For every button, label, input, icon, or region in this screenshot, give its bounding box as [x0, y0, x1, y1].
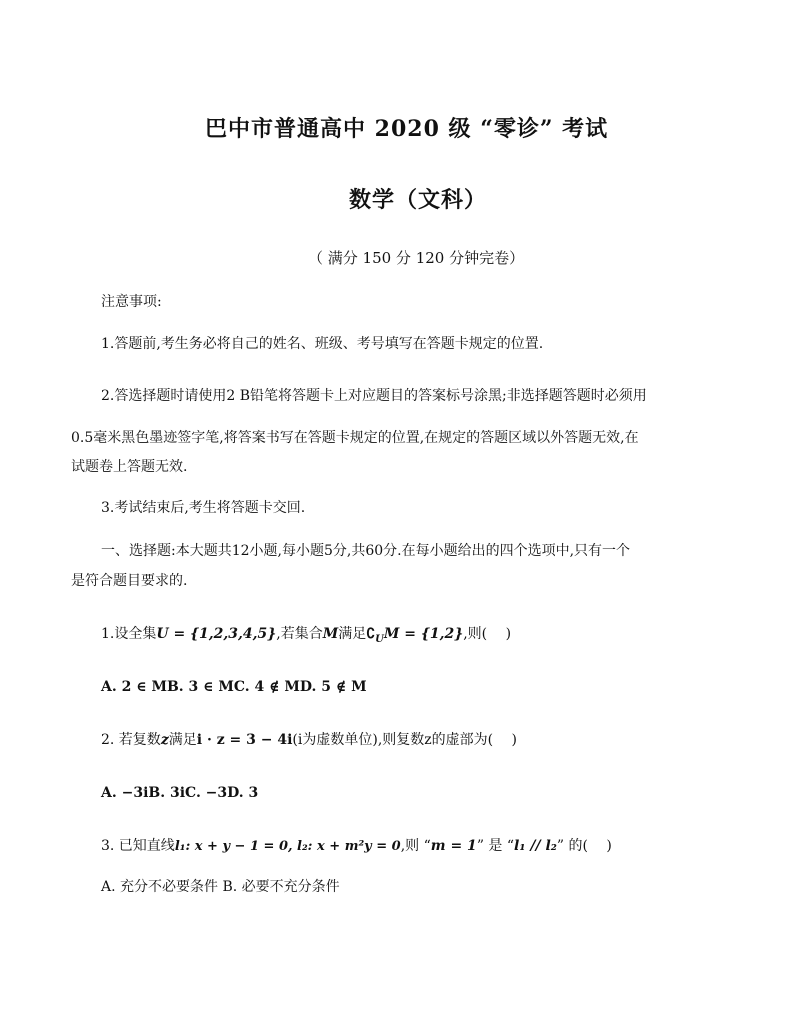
exam-title: 巴中市普通高中 2020 级 “零诊” 考试: [205, 116, 609, 142]
q3-math-parallel: l₁ // l₂: [514, 838, 557, 854]
notes-heading: 注意事项:: [101, 294, 162, 310]
q1-math-complement: ∁: [366, 626, 376, 642]
question-3-stem: [101, 836, 612, 857]
section1-intro-line-2: 是符合题目要求的.: [71, 573, 188, 589]
q2-math-z: z: [160, 732, 169, 748]
q3-text-3: ” 是 “: [476, 838, 515, 854]
exam-subject: 数学（文科）: [349, 187, 488, 213]
q1-math-complement-sub: U: [375, 633, 384, 645]
q2-text-2: 满足: [168, 732, 197, 748]
q3-text-1: 3. 已知直线: [101, 838, 175, 854]
question-2-options: A. −3iB. 3iC. −3D. 3: [101, 785, 259, 801]
q3-math-lines: l₁: x + y − 1 = 0, l₂: x + m²y = 0: [174, 839, 401, 854]
q2-text-1: 2. 若复数: [101, 732, 161, 748]
q1-math-m: M: [322, 626, 339, 642]
note-1: 1.答题前,考生务必将自己的姓名、班级、考号填写在答题卡规定的位置.: [101, 336, 544, 352]
question-2-stem: [101, 730, 517, 750]
q1-text-4: ,则( ): [463, 626, 512, 642]
note-2-line-3: 试题卷上答题无效.: [71, 459, 188, 475]
section1-intro-line-1: 一、选择题:本大题共12小题,每小题5分,共60分.在每小题给出的四个选项中,只有一个: [101, 543, 631, 559]
question-3-options: A. 充分不必要条件 B. 必要不充分条件: [101, 879, 340, 895]
q3-text-4: ” 的( ): [556, 838, 612, 854]
q1-math-set-u: U = {1,2,3,4,5}: [156, 626, 277, 642]
q1-math-m-set: M = {1,2}: [383, 626, 464, 642]
note-2-line-1: 2.答选择题时请使用2 B铅笔将答题卡上对应题目的答案标号涂黑;非选择题答题时必须用: [101, 388, 647, 404]
q1-text-3: 满足: [338, 626, 367, 642]
q3-text-2: ,则 “: [400, 838, 431, 854]
note-2-line-2: 0.5毫米黑色墨迹签字笔,将答案书写在答题卡规定的位置,在规定的答题区域以外答题无效,在: [71, 430, 639, 446]
q2-math-equation: i · z = 3 − 4i: [196, 732, 293, 748]
q1-text-1: 1.设全集: [101, 626, 157, 642]
q2-text-3: (i为虚数单位),则复数z的虚部为( ): [292, 732, 518, 748]
q1-text-2: ,若集合: [276, 626, 323, 642]
exam-info: （ 满分 150 分 120 分钟完卷）: [308, 249, 525, 267]
q3-math-m-equals-1: m = 1: [430, 838, 477, 854]
note-3: 3.考试结束后,考生将答题卡交回.: [101, 500, 306, 516]
question-1-stem: [101, 624, 511, 650]
question-1-options: A. 2 ∈ MB. 3 ∈ MC. 4 ∉ MD. 5 ∉ M: [101, 679, 367, 695]
